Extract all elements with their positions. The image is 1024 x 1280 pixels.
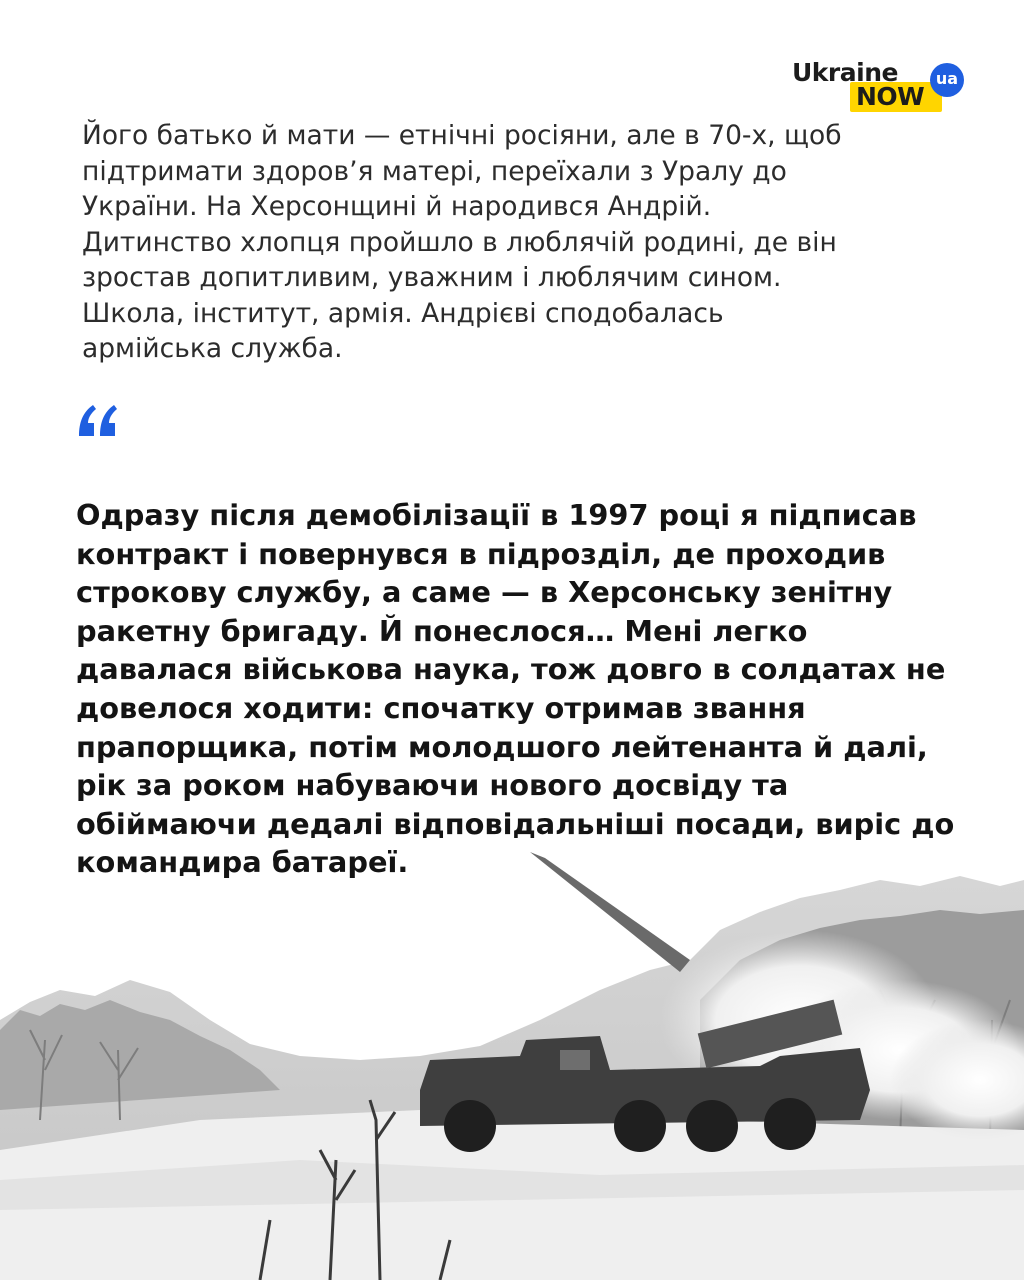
intro-paragraph: Його батько й мати — етнічні росіяни, але в 70-х, щоб підтримати здоров’я матері, переїхали з Уралу до України. На Херсонщині й народився Андрій. Дитинство хлопця пройшло в люблячій родині, де він зростав допитливим, уважним і люблячим сином. Школа, інститут, армія. Андрієві сподобалась армійська служба. — [82, 120, 842, 364]
logo-now-label: NOW — [850, 82, 942, 112]
quote-paragraph: Одразу після демобілізації в 1997 році я підписав контракт і повернувся в підрозділ, де проходив строкову службу, а саме — в Херсонську зенітну ракетну бригаду. Й понеслося… Мені легко давалася військова наука, тож довго в солдатах не довелося ходити: спочатку отримав звання прапорщика, потім молодшого лейтенанта й далі, рік за роком набуваючи нового досвіду та обіймаючи дедалі відповідальніші посади, виріс до командира батареї. — [76, 498, 955, 880]
rocket-launcher-photo — [0, 820, 1024, 1280]
logo-word: Ukraine — [792, 58, 898, 87]
logo-ua-badge: ua — [930, 63, 964, 97]
photo-rocket — [530, 852, 690, 972]
quote-mark-icon — [77, 404, 119, 438]
ukraine-now-logo — [790, 56, 970, 120]
